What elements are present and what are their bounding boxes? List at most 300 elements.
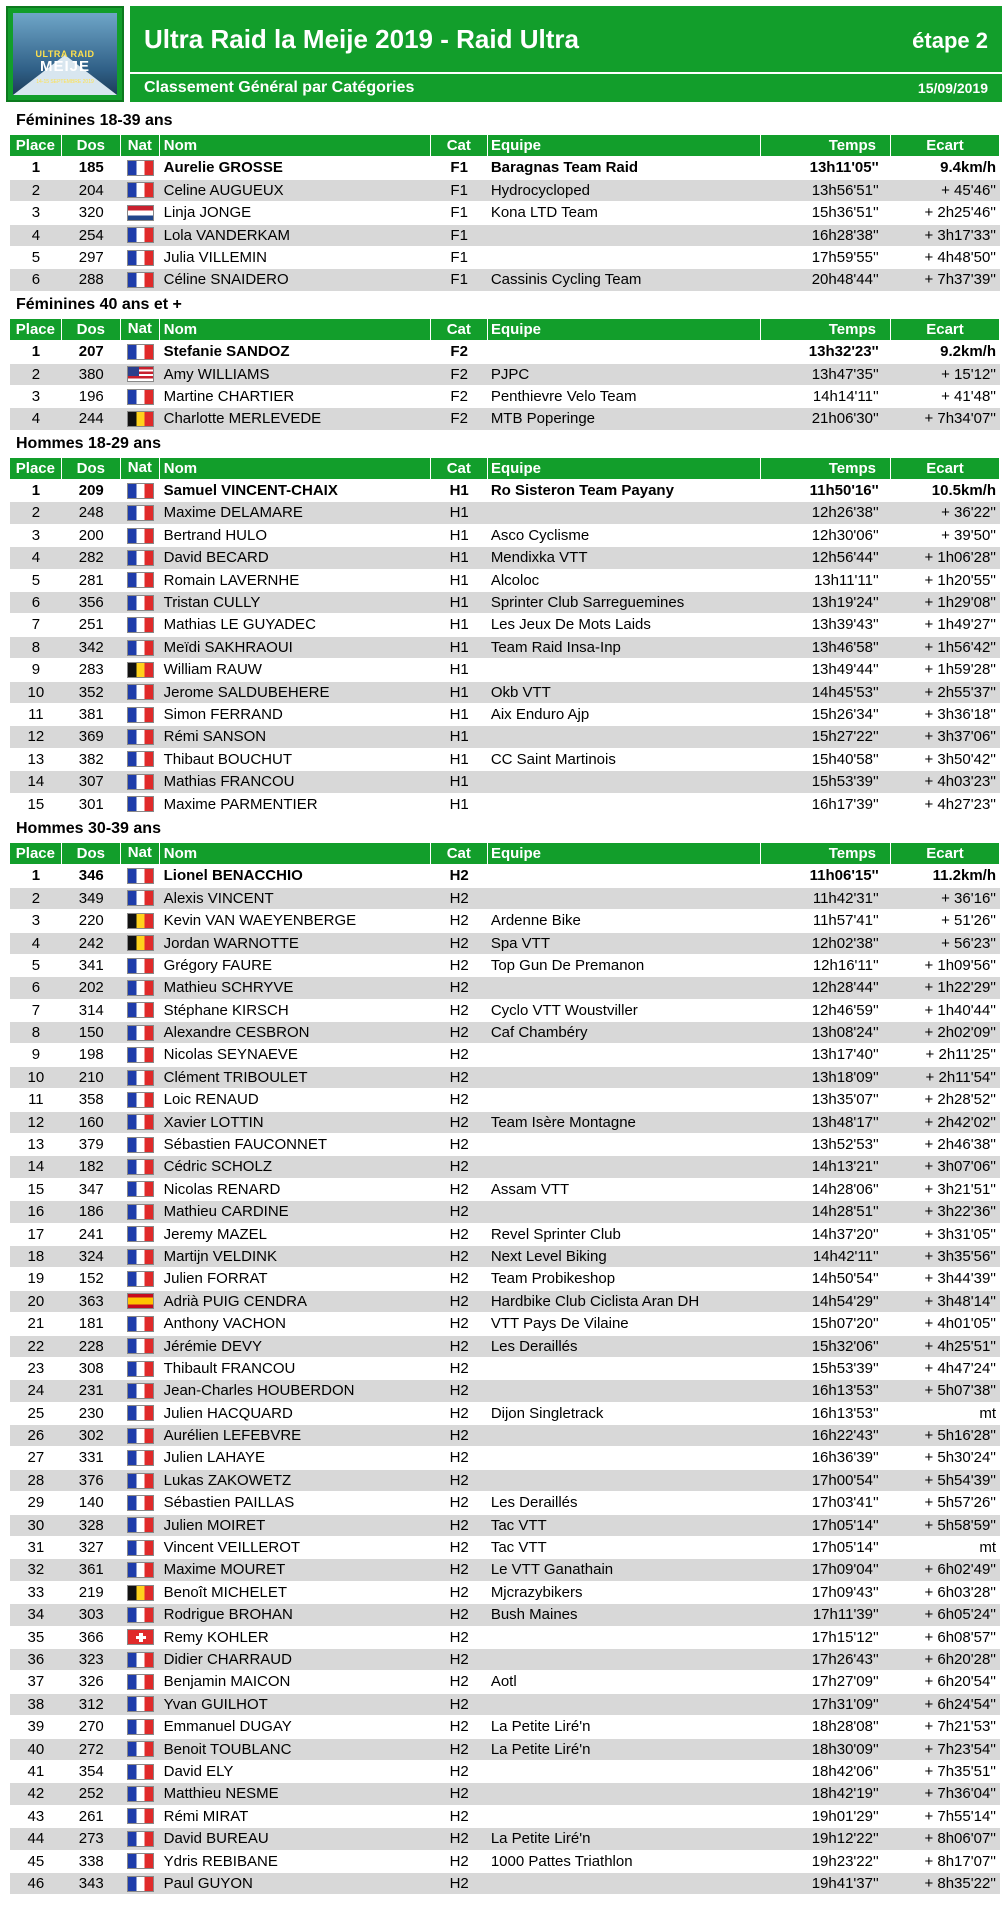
cell-ecart: + 1h06'28'' — [924, 549, 997, 567]
table-row — [10, 1089, 1000, 1111]
table-row — [10, 1627, 1000, 1649]
column-header-nom: Nom — [160, 458, 431, 479]
cell-dos: 248 — [78, 504, 104, 522]
cell-cat: H2 — [449, 934, 469, 952]
cell-cat: H1 — [449, 750, 469, 768]
column-header-ecart: Ecart — [891, 319, 1000, 340]
cell-ecart: + 5h57'26'' — [924, 1494, 997, 1512]
cell-ecart: + 5h16'28'' — [924, 1427, 997, 1445]
cell-temps: 17h05'14'' — [811, 1516, 879, 1534]
cell-ecart: + 2h42'02'' — [924, 1113, 997, 1131]
cell-cat: H1 — [449, 795, 469, 813]
cell-dos: 198 — [78, 1046, 104, 1064]
table-row — [10, 547, 1000, 569]
cell-place: 8 — [31, 1024, 41, 1042]
cell-ecart: + 6h20'28'' — [924, 1651, 997, 1668]
flag-fr-icon — [127, 1674, 154, 1690]
cell-place: 40 — [27, 1740, 45, 1758]
table-row — [10, 1806, 1000, 1828]
cell-cat: H2 — [449, 1516, 469, 1534]
cell-place: 9 — [31, 1046, 41, 1064]
cell-equipe — [488, 1067, 761, 1088]
cell-ecart: + 36'22'' — [941, 504, 997, 522]
flag-fr-icon — [127, 1092, 154, 1108]
cell-equipe: Les Deraillés — [490, 1494, 578, 1512]
cell-cat: H2 — [449, 1001, 469, 1019]
cell-cat: H1 — [449, 526, 469, 544]
cell-ecart: + 2h28'52'' — [924, 1091, 997, 1109]
flag-fr-icon — [127, 528, 154, 544]
cell-ecart: + 2h25'46'' — [924, 204, 997, 222]
title-bar — [130, 6, 1002, 72]
cell-ecart: + 5h30'24'' — [924, 1449, 997, 1467]
cell-ecart: + 2h46'38'' — [924, 1136, 997, 1154]
cell-nom: Clément TRIBOULET — [163, 1068, 308, 1086]
table-row — [10, 888, 1000, 910]
cell-ecart: + 6h20'54'' — [924, 1673, 997, 1691]
flag-fr-icon — [127, 572, 154, 588]
nationality-cell — [121, 364, 160, 385]
cell-place: 3 — [31, 204, 41, 222]
cell-place: 27 — [27, 1449, 45, 1467]
cell-ecart: 9.4km/h — [940, 159, 997, 177]
cell-equipe: Caf Chambéry — [490, 1024, 588, 1042]
table-row — [10, 1873, 1000, 1895]
cell-cat: H2 — [449, 1583, 469, 1601]
cell-equipe: Revel Sprinter Club — [490, 1225, 621, 1243]
nationality-cell — [121, 1313, 160, 1334]
cell-temps: 17h59'55'' — [811, 248, 879, 266]
cell-nom: Julia VILLEMIN — [163, 248, 267, 266]
cell-temps: 13h49'44'' — [811, 661, 879, 679]
cell-cat: F1 — [450, 248, 468, 266]
nationality-cell — [121, 1582, 160, 1603]
cell-dos: 182 — [78, 1158, 104, 1176]
cell-dos: 346 — [78, 867, 104, 885]
flag-fr-icon — [127, 1495, 154, 1511]
nationality-cell — [121, 888, 160, 909]
cell-nom: Tristan CULLY — [163, 594, 261, 612]
event-date: 15/09/2019 — [917, 80, 988, 96]
cell-temps: 14h37'20'' — [811, 1225, 879, 1243]
cell-cat: H2 — [449, 1449, 469, 1467]
cell-place: 2 — [31, 889, 41, 907]
flag-fr-icon — [127, 1114, 154, 1130]
cell-place: 6 — [31, 979, 41, 997]
cell-temps: 18h28'08'' — [811, 1718, 879, 1736]
nationality-cell — [121, 1268, 160, 1289]
cell-ecart: + 8h35'22'' — [924, 1874, 997, 1892]
cell-nom: Adrià PUIG CENDRA — [163, 1292, 307, 1310]
flag-fr-icon — [127, 1696, 154, 1712]
cell-place: 41 — [27, 1762, 45, 1780]
column-header-nat: Nat — [121, 135, 160, 156]
cell-equipe — [488, 794, 761, 815]
cell-dos: 160 — [78, 1113, 104, 1131]
cell-ecart: + 56'23'' — [941, 934, 997, 952]
cell-temps: 12h56'44'' — [811, 549, 879, 567]
table-row — [10, 502, 1000, 524]
column-header-ecart: Ecart — [891, 843, 1000, 864]
cell-equipe: Les Deraillés — [490, 1337, 578, 1355]
flag-us-icon — [127, 366, 154, 382]
nationality-cell — [121, 865, 160, 886]
cell-nom: Jean-Charles HOUBERDON — [163, 1382, 355, 1400]
cell-equipe: Hardbike Club Ciclista Aran DH — [490, 1292, 700, 1310]
cell-equipe: Tac VTT — [490, 1539, 547, 1557]
cell-temps: 17h15'12'' — [811, 1628, 879, 1646]
flag-fr-icon — [127, 1047, 154, 1063]
event-logo — [6, 6, 124, 102]
cell-cat: H2 — [449, 1740, 469, 1758]
cell-place: 34 — [27, 1606, 45, 1624]
cell-cat: F1 — [450, 226, 468, 244]
cell-nom: Amy WILLIAMS — [163, 365, 270, 383]
cell-ecart: + 7h55'14'' — [924, 1807, 997, 1825]
cell-dos: 327 — [78, 1539, 104, 1557]
cell-place: 10 — [27, 683, 45, 701]
cell-place: 6 — [31, 271, 41, 289]
flag-fr-icon — [127, 729, 154, 745]
cell-cat: H2 — [449, 867, 469, 885]
cell-place: 7 — [31, 616, 41, 634]
cell-temps: 20h48'44'' — [811, 271, 879, 289]
cell-ecart: + 1h09'56'' — [924, 956, 997, 974]
cell-place: 11 — [28, 705, 44, 723]
table-row — [10, 1582, 1000, 1604]
cell-ecart: + 3h22'36'' — [924, 1203, 997, 1221]
cell-equipe — [488, 888, 761, 909]
cell-nom: Rodrigue BROHAN — [163, 1606, 293, 1624]
cell-equipe: Tac VTT — [490, 1516, 547, 1534]
table-row — [10, 1761, 1000, 1783]
cell-temps: 12h46'59'' — [811, 1001, 879, 1019]
cell-place: 15 — [27, 1180, 45, 1198]
flag-fr-icon — [127, 483, 154, 499]
flag-fr-icon — [127, 868, 154, 884]
cell-dos: 152 — [78, 1270, 104, 1288]
column-header-temps: Temps — [761, 458, 891, 479]
table-row — [10, 1112, 1000, 1134]
cell-nom: Rémi SANSON — [163, 728, 267, 746]
cell-place: 5 — [31, 248, 41, 266]
cell-ecart: + 1h49'27'' — [924, 616, 997, 634]
cell-dos: 219 — [78, 1583, 104, 1601]
cell-nom: Lukas ZAKOWETZ — [163, 1471, 292, 1489]
flag-fr-icon — [127, 1450, 154, 1466]
table-row — [10, 1134, 1000, 1156]
cell-dos: 312 — [78, 1695, 104, 1713]
cell-place: 4 — [31, 410, 41, 428]
cell-dos: 341 — [78, 956, 104, 974]
cell-equipe — [488, 1201, 761, 1222]
cell-equipe: Cyclo VTT Woustviller — [490, 1001, 638, 1019]
cell-equipe: La Petite Liré'n — [490, 1830, 591, 1848]
cell-nom: Bertrand HULO — [163, 526, 267, 544]
flag-fr-icon — [127, 1405, 154, 1421]
table-row — [10, 682, 1000, 704]
nationality-cell — [121, 1694, 160, 1715]
cell-cat: H2 — [449, 1292, 469, 1310]
table-row — [10, 1783, 1000, 1805]
flag-fr-icon — [127, 1338, 154, 1354]
cell-temps: 16h17'39'' — [811, 795, 879, 813]
column-header-equipe: Equipe — [488, 135, 761, 156]
cell-ecart: + 6h02'49'' — [924, 1561, 997, 1579]
cell-place: 14 — [27, 1158, 45, 1176]
flag-ch-icon — [127, 1629, 154, 1645]
flag-fr-icon — [127, 344, 154, 360]
table-row — [10, 269, 1000, 291]
cell-nom: Simon FERRAND — [163, 705, 283, 723]
cell-ecart: mt — [979, 1404, 997, 1422]
cell-nom: Xavier LOTTIN — [163, 1113, 264, 1131]
cell-temps: 17h03'41'' — [811, 1494, 879, 1512]
cell-temps: 17h26'43'' — [811, 1651, 879, 1668]
cell-dos: 281 — [78, 571, 104, 589]
flag-fr-icon — [127, 272, 154, 288]
column-header-nat: Nat — [121, 458, 160, 479]
flag-fr-icon — [127, 1540, 154, 1556]
nationality-cell — [121, 1783, 160, 1804]
cell-place: 45 — [27, 1852, 45, 1870]
cell-nom: Kevin VAN WAEYENBERGE — [163, 912, 357, 930]
cell-equipe — [488, 1761, 761, 1782]
nationality-cell — [121, 225, 160, 246]
flag-fr-icon — [127, 1383, 154, 1399]
cell-dos: 283 — [78, 661, 104, 679]
nationality-cell — [121, 202, 160, 223]
nationality-cell — [121, 977, 160, 998]
cell-cat: H1 — [449, 705, 469, 723]
flag-fr-icon — [127, 1719, 154, 1735]
cell-place: 8 — [31, 638, 41, 656]
cell-cat: H2 — [449, 1807, 469, 1825]
cell-equipe — [488, 659, 761, 680]
cell-nom: Vincent VEILLEROT — [163, 1539, 301, 1557]
cell-dos: 369 — [78, 728, 104, 746]
cell-dos: 282 — [78, 549, 104, 567]
nationality-cell — [121, 1739, 160, 1760]
cell-nom: Mathias LE GUYADEC — [163, 616, 316, 634]
cell-dos: 326 — [78, 1673, 104, 1691]
column-header-place: Place — [10, 319, 62, 340]
cell-dos: 314 — [78, 1001, 104, 1019]
cell-dos: 380 — [78, 365, 104, 383]
cell-equipe: Ro Sisteron Team Payany — [490, 482, 674, 500]
cell-dos: 230 — [78, 1404, 104, 1422]
cell-ecart: + 2h11'54'' — [925, 1068, 997, 1086]
cell-cat: H2 — [449, 1830, 469, 1848]
cell-place: 7 — [31, 1001, 41, 1019]
nationality-cell — [121, 1761, 160, 1782]
cell-temps: 11h57'41'' — [812, 912, 879, 930]
cell-place: 36 — [27, 1651, 45, 1668]
cell-equipe: Spa VTT — [490, 934, 550, 952]
flag-fr-icon — [127, 1361, 154, 1377]
nationality-cell — [121, 1873, 160, 1894]
cell-cat: H2 — [449, 1874, 469, 1892]
cell-temps: 17h00'54'' — [811, 1471, 879, 1489]
cell-place: 2 — [31, 181, 41, 199]
cell-cat: H2 — [449, 1382, 469, 1400]
cell-nom: Lola VANDERKAM — [163, 226, 291, 244]
cell-cat: H2 — [449, 1315, 469, 1333]
flag-fr-icon — [127, 389, 154, 405]
cell-temps: 15h07'20'' — [811, 1315, 879, 1333]
cell-temps: 13h17'40'' — [811, 1046, 879, 1064]
cell-place: 4 — [31, 934, 41, 952]
table-row — [10, 1156, 1000, 1178]
cell-equipe: Next Level Biking — [490, 1247, 607, 1265]
cell-equipe — [488, 1134, 761, 1155]
cell-nom: Mathieu SCHRYVE — [163, 979, 294, 997]
table-row — [10, 1268, 1000, 1290]
cell-dos: 241 — [78, 1225, 104, 1243]
cell-cat: H2 — [449, 1337, 469, 1355]
cell-place: 31 — [27, 1539, 45, 1557]
cell-place: 16 — [27, 1203, 45, 1221]
cell-place: 28 — [27, 1471, 45, 1489]
cell-nom: Martine CHARTIER — [163, 387, 295, 405]
cell-cat: H2 — [449, 1718, 469, 1736]
nationality-cell — [121, 794, 160, 815]
table-row — [10, 1649, 1000, 1671]
cell-cat: H1 — [449, 773, 469, 791]
cell-temps: 17h31'09'' — [811, 1695, 879, 1713]
cell-place: 21 — [27, 1315, 45, 1333]
category-section — [10, 431, 1000, 816]
cell-ecart: + 3h50'42'' — [924, 750, 997, 768]
table-row — [10, 1291, 1000, 1313]
cell-ecart: + 3h44'39'' — [924, 1270, 997, 1288]
table-row — [10, 1000, 1000, 1022]
cell-cat: H1 — [449, 549, 469, 567]
table-row — [10, 933, 1000, 955]
cell-dos: 342 — [78, 638, 104, 656]
cell-cat: H1 — [449, 504, 469, 522]
cell-equipe — [488, 1873, 761, 1894]
flag-fr-icon — [127, 958, 154, 974]
cell-dos: 254 — [78, 226, 104, 244]
logo-text-line2: MEIJE — [39, 58, 90, 75]
cell-dos: 270 — [78, 1718, 104, 1736]
cell-cat: H2 — [449, 1427, 469, 1445]
cell-cat: H2 — [449, 1471, 469, 1489]
cell-temps: 17h09'43'' — [811, 1583, 879, 1601]
nationality-cell — [121, 1447, 160, 1468]
nationality-cell — [121, 502, 160, 523]
cell-dos: 376 — [78, 1471, 104, 1489]
cell-temps: 12h28'44'' — [811, 979, 879, 997]
cell-equipe — [488, 1044, 761, 1065]
table-row — [10, 1022, 1000, 1044]
cell-cat: H2 — [449, 1494, 469, 1512]
cell-temps: 13h39'43'' — [811, 616, 879, 634]
cell-temps: 14h42'11'' — [812, 1247, 879, 1265]
cell-place: 2 — [31, 504, 41, 522]
cell-cat: H2 — [449, 889, 469, 907]
table-row — [10, 1604, 1000, 1626]
flag-fr-icon — [127, 1181, 154, 1197]
cell-cat: H1 — [449, 638, 469, 656]
cell-dos: 347 — [78, 1180, 104, 1198]
cell-place: 12 — [27, 1113, 45, 1131]
cell-ecart: + 3h31'05'' — [924, 1225, 997, 1243]
nationality-cell — [121, 1470, 160, 1491]
cell-dos: 324 — [78, 1247, 104, 1265]
cell-equipe — [488, 977, 761, 998]
column-header-nat: Nat — [121, 319, 160, 340]
page-header — [0, 0, 1002, 108]
cell-equipe — [488, 1358, 761, 1379]
cell-nom: Thibault FRANCOU — [163, 1359, 296, 1377]
cell-dos: 352 — [78, 683, 104, 701]
cell-ecart: + 5h07'38'' — [924, 1382, 997, 1400]
cell-equipe: Aotl — [490, 1673, 517, 1691]
nationality-cell — [121, 1156, 160, 1177]
cell-dos: 328 — [78, 1516, 104, 1534]
cell-place: 30 — [27, 1516, 45, 1534]
cell-nom: Celine AUGUEUX — [163, 181, 284, 199]
cell-ecart: + 1h29'08'' — [924, 594, 997, 612]
nationality-cell — [121, 704, 160, 725]
cell-dos: 354 — [78, 1762, 104, 1780]
cell-nom: Aurélien LEFEBVRE — [163, 1427, 302, 1445]
cell-temps: 15h53'39'' — [811, 1359, 879, 1377]
cell-place: 13 — [27, 750, 45, 768]
table-row — [10, 1447, 1000, 1469]
cell-equipe: Mjcrazybikers — [490, 1583, 583, 1601]
flag-fr-icon — [127, 1271, 154, 1287]
cell-equipe: Team Raid Insa-Inp — [490, 638, 621, 656]
flag-be-icon — [127, 1585, 154, 1601]
cell-equipe: CC Saint Martinois — [490, 750, 616, 768]
flag-fr-icon — [127, 1204, 154, 1220]
cell-dos: 251 — [78, 616, 104, 634]
cell-temps: 19h12'22'' — [811, 1830, 879, 1848]
cell-nom: Julien HACQUARD — [163, 1404, 293, 1422]
cell-equipe — [488, 341, 761, 362]
cell-place: 46 — [27, 1874, 45, 1892]
cell-dos: 363 — [78, 1292, 104, 1310]
table-row — [10, 1336, 1000, 1358]
table-row — [10, 1671, 1000, 1693]
cell-temps: 19h01'29'' — [811, 1807, 879, 1825]
table-row — [10, 570, 1000, 592]
cell-cat: H2 — [449, 1091, 469, 1109]
cell-ecart: 10.5km/h — [931, 482, 997, 500]
cell-ecart: + 1h22'29'' — [924, 979, 997, 997]
cell-cat: H2 — [449, 1606, 469, 1624]
nationality-cell — [121, 749, 160, 770]
cell-nom: Benoît MICHELET — [163, 1583, 288, 1601]
nationality-cell — [121, 1671, 160, 1692]
cell-dos: 210 — [78, 1068, 104, 1086]
flag-es-icon — [127, 1293, 154, 1309]
cell-temps: 12h16'11'' — [812, 956, 879, 974]
nationality-cell — [121, 547, 160, 568]
column-header-cat: Cat — [431, 319, 488, 340]
table-row — [10, 704, 1000, 726]
table-row — [10, 955, 1000, 977]
cell-cat: H2 — [449, 1673, 469, 1691]
cell-dos: 207 — [78, 343, 104, 361]
cell-ecart: + 36'16'' — [941, 889, 997, 907]
cell-cat: H2 — [449, 1628, 469, 1646]
nationality-cell — [121, 637, 160, 658]
cell-equipe: Hydrocycloped — [490, 181, 591, 199]
